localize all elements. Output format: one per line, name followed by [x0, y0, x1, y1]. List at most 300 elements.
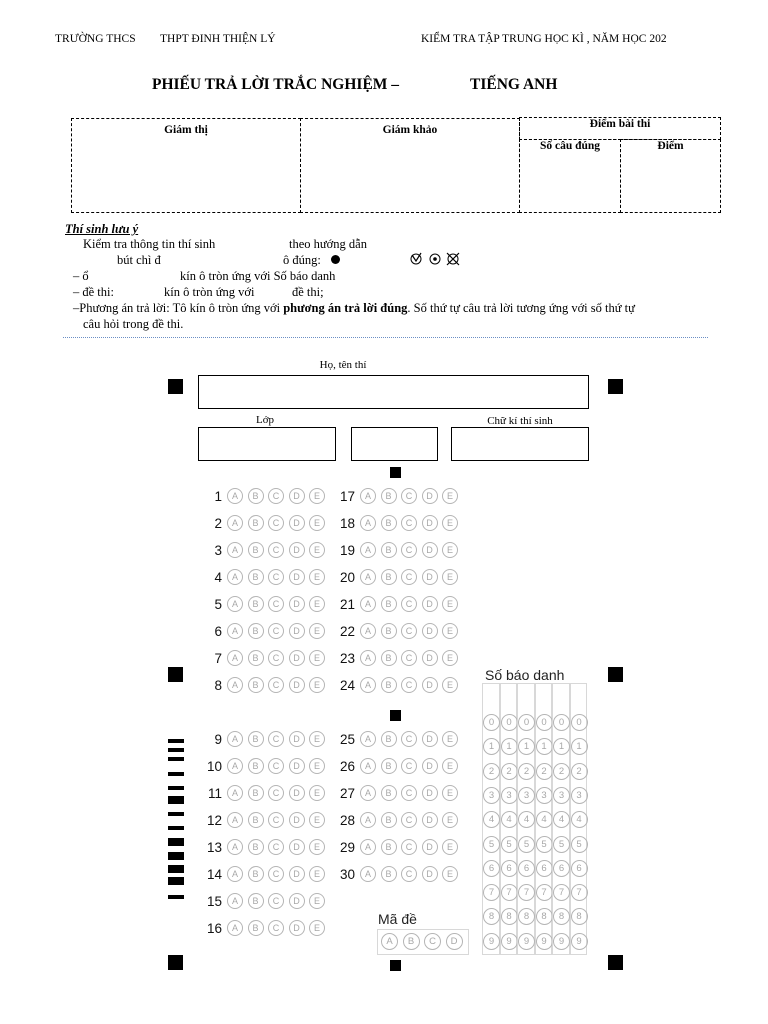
question-number: 5 — [214, 596, 222, 612]
sbd-digit-bubble[interactable]: 1 — [518, 738, 535, 755]
question-number: 8 — [214, 677, 222, 693]
sbd-digit-bubble[interactable]: 5 — [553, 836, 570, 853]
question-number: 15 — [206, 893, 222, 909]
answer-bubble[interactable]: E — [442, 488, 458, 504]
subject-title: TIẾNG ANH — [470, 76, 558, 93]
timing-mark — [168, 865, 184, 873]
question-number: 1 — [214, 488, 222, 504]
sbd-digit-bubble[interactable]: 5 — [483, 836, 500, 853]
answer-bubble[interactable]: D — [289, 731, 305, 747]
timing-mark — [168, 757, 184, 761]
sheet-title: PHIẾU TRẢ LỜI TRẮC NGHIỆM – — [152, 76, 400, 93]
answer-bubble[interactable]: A — [227, 758, 243, 774]
sbd-digit-bubble[interactable]: 9 — [571, 933, 588, 950]
corner-mark-mid-left — [168, 667, 183, 682]
sbd-digit-bubble[interactable]: 9 — [536, 933, 553, 950]
sbd-digit-bubble[interactable]: 6 — [571, 860, 588, 877]
sbd-digit-bubble[interactable]: 8 — [536, 908, 553, 925]
answer-bubble[interactable]: D — [422, 785, 438, 801]
notes-heading: Thí sinh lưu ý — [65, 222, 139, 236]
sbd-digit-bubble[interactable]: 1 — [501, 738, 518, 755]
answer-bubble[interactable]: D — [422, 488, 438, 504]
answer-bubble[interactable]: B — [381, 812, 397, 828]
answer-bubble[interactable]: E — [309, 623, 325, 639]
answer-bubble[interactable]: B — [248, 839, 264, 855]
correct-count-label: Số câu đúng — [539, 140, 601, 152]
answer-bubble[interactable]: C — [401, 839, 417, 855]
sbd-digit-bubble[interactable]: 6 — [518, 860, 535, 877]
answer-bubble[interactable]: A — [227, 623, 243, 639]
answer-bubble[interactable]: B — [381, 515, 397, 531]
name-input[interactable] — [198, 375, 589, 409]
answer-bubble[interactable]: B — [248, 920, 264, 936]
answer-bubble[interactable]: D — [289, 893, 305, 909]
answer-bubble[interactable]: D — [422, 839, 438, 855]
examiner-label: Giám khảo — [382, 124, 438, 136]
sbd-digit-bubble[interactable]: 9 — [483, 933, 500, 950]
answer-bubble[interactable]: A — [227, 866, 243, 882]
answer-bubble[interactable]: A — [360, 677, 376, 693]
sbd-digit-bubble[interactable]: 0 — [501, 714, 518, 731]
answer-bubble[interactable]: E — [309, 866, 325, 882]
question-row — [200, 676, 330, 694]
answer-bubble[interactable]: A — [227, 893, 243, 909]
answer-bubble[interactable]: A — [360, 650, 376, 666]
answer-bubble[interactable]: E — [442, 812, 458, 828]
answer-bubble[interactable]: B — [248, 893, 264, 909]
sbd-digit-bubble[interactable]: 6 — [483, 860, 500, 877]
answer-bubble[interactable]: E — [309, 650, 325, 666]
sbd-digit-bubble[interactable]: 0 — [536, 714, 553, 731]
sbd-digit-bubble[interactable]: 0 — [571, 714, 588, 731]
question-number: 3 — [214, 542, 222, 558]
answer-bubble[interactable]: B — [248, 758, 264, 774]
answer-bubble[interactable]: E — [442, 758, 458, 774]
sbd-digit-bubble[interactable]: 9 — [518, 933, 535, 950]
answer-bubble[interactable]: A — [227, 920, 243, 936]
class-input[interactable] — [198, 427, 336, 461]
sbd-digit-bubble[interactable]: 9 — [501, 933, 518, 950]
ma-de-bubble[interactable]: D — [446, 933, 463, 950]
sbd-digit-bubble[interactable]: 6 — [536, 860, 553, 877]
answer-bubble[interactable]: C — [268, 812, 284, 828]
note-line1b: theo hướng dẫn — [289, 237, 367, 251]
sbd-digit-bubble[interactable]: 2 — [536, 763, 553, 780]
answer-bubble[interactable]: B — [248, 731, 264, 747]
timing-mark — [168, 748, 184, 752]
ma-de-bubble[interactable]: C — [424, 933, 441, 950]
question-number: 11 — [207, 785, 222, 801]
answer-bubble[interactable]: C — [268, 920, 284, 936]
answer-bubble[interactable]: A — [360, 785, 376, 801]
corner-mark-bottom-right — [608, 955, 623, 970]
center-mark-top — [390, 467, 401, 478]
question-row — [200, 487, 330, 505]
answer-bubble[interactable]: D — [289, 596, 305, 612]
answer-bubble[interactable]: D — [289, 569, 305, 585]
answer-bubble[interactable]: D — [289, 785, 305, 801]
ma-de-bubble[interactable]: B — [403, 933, 420, 950]
answer-bubble[interactable]: E — [309, 893, 325, 909]
question-row — [333, 568, 463, 586]
answer-bubble[interactable]: D — [289, 866, 305, 882]
question-number: 29 — [339, 839, 355, 855]
answer-bubble[interactable]: E — [309, 569, 325, 585]
note-line5-bold: phương án trả lời đúng — [283, 301, 408, 315]
answer-bubble[interactable]: B — [381, 785, 397, 801]
question-number: 19 — [339, 542, 355, 558]
answer-bubble[interactable]: C — [268, 488, 284, 504]
answer-bubble[interactable]: C — [268, 515, 284, 531]
answer-bubble[interactable]: B — [248, 569, 264, 585]
answer-bubble[interactable]: E — [442, 731, 458, 747]
answer-bubble[interactable]: A — [227, 515, 243, 531]
question-row — [333, 649, 463, 667]
timing-mark — [168, 895, 184, 899]
answer-bubble[interactable]: A — [360, 839, 376, 855]
answer-bubble[interactable]: D — [289, 677, 305, 693]
answer-bubble[interactable]: A — [227, 785, 243, 801]
sbd-digit-bubble[interactable]: 0 — [553, 714, 570, 731]
answer-bubble[interactable]: B — [248, 542, 264, 558]
note-line6: câu hỏi trong đề thi. — [83, 317, 184, 331]
corner-mark-mid-right — [608, 667, 623, 682]
answer-bubble[interactable]: B — [381, 677, 397, 693]
answer-bubble[interactable]: A — [360, 515, 376, 531]
question-row — [333, 757, 463, 775]
extra-input[interactable] — [351, 427, 438, 461]
question-number: 23 — [339, 650, 355, 666]
answer-bubble[interactable]: D — [289, 488, 305, 504]
answer-bubble[interactable]: E — [442, 623, 458, 639]
answer-bubble[interactable]: D — [289, 920, 305, 936]
sbd-digit-bubble[interactable]: 4 — [518, 811, 535, 828]
answer-bubble[interactable]: A — [360, 488, 376, 504]
answer-bubble[interactable]: D — [289, 812, 305, 828]
sbd-digit-bubble[interactable]: 4 — [571, 811, 588, 828]
sbd-label: Số báo danh — [485, 667, 565, 683]
answer-bubble[interactable]: E — [442, 677, 458, 693]
answer-bubble[interactable]: C — [268, 758, 284, 774]
sbd-digit-bubble[interactable]: 7 — [553, 884, 570, 901]
answer-bubble[interactable]: A — [227, 542, 243, 558]
answer-bubble[interactable]: E — [442, 839, 458, 855]
answer-bubble[interactable]: C — [401, 650, 417, 666]
sbd-digit-bubble[interactable]: 8 — [553, 908, 570, 925]
question-number: 13 — [206, 839, 222, 855]
answer-bubble[interactable]: E — [309, 515, 325, 531]
note-line5-suffix: . Số thứ tự câu trả lời tương ứng với số thứ tự — [407, 301, 635, 315]
question-row — [333, 784, 463, 802]
answer-bubble[interactable]: B — [248, 866, 264, 882]
question-number: 12 — [206, 812, 222, 828]
answer-bubble[interactable]: D — [422, 677, 438, 693]
question-row — [200, 811, 330, 829]
answer-bubble[interactable]: B — [248, 488, 264, 504]
answer-bubble[interactable]: B — [248, 515, 264, 531]
answer-bubble[interactable]: D — [422, 758, 438, 774]
answer-bubble[interactable]: C — [268, 785, 284, 801]
timing-mark — [168, 852, 184, 860]
sbd-digit-bubble[interactable]: 2 — [571, 763, 588, 780]
sbd-digit-bubble[interactable]: 3 — [483, 787, 500, 804]
answer-bubble[interactable]: B — [248, 812, 264, 828]
answer-bubble[interactable]: B — [248, 785, 264, 801]
sbd-digit-bubble[interactable]: 0 — [483, 714, 500, 731]
answer-bubble[interactable]: E — [309, 920, 325, 936]
answer-bubble[interactable]: D — [289, 758, 305, 774]
sbd-digit-bubble[interactable]: 8 — [501, 908, 518, 925]
wrong-marks-icon — [410, 252, 462, 266]
question-number: 6 — [214, 623, 222, 639]
answer-bubble[interactable]: C — [401, 677, 417, 693]
sbd-digit-bubble[interactable]: 1 — [553, 738, 570, 755]
answer-bubble[interactable]: C — [401, 623, 417, 639]
timing-mark — [168, 796, 184, 804]
answer-bubble[interactable]: A — [360, 623, 376, 639]
question-number: 7 — [214, 650, 222, 666]
answer-bubble[interactable]: A — [227, 596, 243, 612]
answer-bubble[interactable]: D — [422, 731, 438, 747]
answer-bubble[interactable]: B — [381, 488, 397, 504]
answer-bubble[interactable]: E — [309, 677, 325, 693]
note-line3a: – ổ — [73, 269, 89, 283]
center-mark-bottom — [390, 960, 401, 971]
answer-bubble[interactable]: C — [401, 812, 417, 828]
sbd-digit-bubble[interactable]: 9 — [553, 933, 570, 950]
answer-bubble[interactable]: A — [227, 488, 243, 504]
sbd-digit-bubble[interactable]: 4 — [483, 811, 500, 828]
answer-bubble[interactable]: C — [401, 866, 417, 882]
answer-bubble[interactable]: E — [309, 812, 325, 828]
note-line4b: kín ô tròn ứng với — [164, 285, 255, 299]
question-row — [333, 811, 463, 829]
sbd-digit-bubble[interactable]: 3 — [553, 787, 570, 804]
answer-bubble[interactable]: A — [227, 839, 243, 855]
answer-bubble[interactable]: C — [401, 542, 417, 558]
answer-bubble[interactable]: C — [401, 731, 417, 747]
timing-mark — [168, 772, 184, 776]
question-row — [200, 865, 330, 883]
answer-bubble[interactable]: A — [227, 812, 243, 828]
answer-bubble[interactable]: E — [309, 596, 325, 612]
answer-bubble[interactable]: C — [401, 488, 417, 504]
answer-bubble[interactable]: B — [381, 866, 397, 882]
proctor-label: Giám thị — [164, 124, 208, 136]
question-row — [200, 622, 330, 640]
question-row — [333, 595, 463, 613]
sbd-digit-bubble[interactable]: 4 — [501, 811, 518, 828]
sbd-digit-bubble[interactable]: 5 — [536, 836, 553, 853]
sbd-digit-bubble[interactable]: 8 — [483, 908, 500, 925]
sbd-digit-bubble[interactable]: 3 — [536, 787, 553, 804]
question-number: 25 — [339, 731, 355, 747]
answer-bubble[interactable]: A — [360, 758, 376, 774]
center-mark-mid — [390, 710, 401, 721]
answer-bubble[interactable]: E — [309, 488, 325, 504]
answer-bubble[interactable]: C — [268, 866, 284, 882]
answer-bubble[interactable]: E — [442, 596, 458, 612]
note-line2b: ô đúng: — [283, 253, 321, 267]
note-line1a: Kiểm tra thông tin thí sinh — [83, 237, 216, 251]
answer-bubble[interactable]: E — [442, 650, 458, 666]
answer-bubble[interactable]: C — [268, 569, 284, 585]
sbd-digit-bubble[interactable]: 5 — [518, 836, 535, 853]
timing-mark — [168, 786, 184, 790]
school-name: THPT ĐINH THIỆN LÝ — [160, 33, 276, 45]
question-number: 30 — [339, 866, 355, 882]
sbd-digit-bubble[interactable]: 2 — [553, 763, 570, 780]
answer-bubble[interactable]: E — [442, 515, 458, 531]
answer-bubble[interactable]: B — [248, 650, 264, 666]
answer-bubble[interactable]: E — [442, 785, 458, 801]
answer-bubble[interactable]: E — [309, 731, 325, 747]
answer-bubble[interactable]: B — [381, 542, 397, 558]
answer-bubble[interactable]: C — [401, 758, 417, 774]
answer-bubble[interactable]: C — [268, 677, 284, 693]
answer-bubble[interactable]: E — [442, 569, 458, 585]
answer-bubble[interactable]: B — [381, 839, 397, 855]
question-number: 20 — [339, 569, 355, 585]
timing-mark — [168, 877, 184, 885]
answer-bubble[interactable]: A — [360, 542, 376, 558]
sbd-digit-bubble[interactable]: 2 — [518, 763, 535, 780]
sbd-digit-bubble[interactable]: 0 — [518, 714, 535, 731]
answer-bubble[interactable]: A — [360, 731, 376, 747]
question-row — [333, 622, 463, 640]
answer-bubble[interactable]: C — [268, 893, 284, 909]
sbd-digit-bubble[interactable]: 6 — [501, 860, 518, 877]
question-number: 18 — [339, 515, 355, 531]
sbd-digit-bubble[interactable]: 4 — [553, 811, 570, 828]
question-number: 2 — [214, 515, 222, 531]
note-line4a: – đề thi: — [73, 285, 114, 299]
sbd-digit-bubble[interactable]: 5 — [501, 836, 518, 853]
timing-mark — [168, 812, 184, 816]
sbd-digit-bubble[interactable]: 5 — [571, 836, 588, 853]
answer-bubble[interactable]: B — [248, 623, 264, 639]
ma-de-bubble[interactable]: A — [381, 933, 398, 950]
answer-bubble[interactable]: C — [401, 515, 417, 531]
answer-bubble[interactable]: D — [422, 650, 438, 666]
sbd-digit-bubble[interactable]: 3 — [571, 787, 588, 804]
answer-bubble[interactable]: D — [289, 515, 305, 531]
exam-title: KIỂM TRA TẬP TRUNG HỌC KÌ , NĂM HỌC 202 — [421, 33, 667, 45]
answer-bubble[interactable]: D — [289, 839, 305, 855]
answer-bubble[interactable]: A — [227, 731, 243, 747]
answer-bubble[interactable]: C — [268, 650, 284, 666]
question-row — [333, 838, 463, 856]
answer-bubble[interactable]: B — [248, 596, 264, 612]
sbd-digit-bubble[interactable]: 7 — [483, 884, 500, 901]
answer-bubble[interactable]: B — [381, 731, 397, 747]
question-row — [200, 595, 330, 613]
sbd-digit-bubble[interactable]: 3 — [518, 787, 535, 804]
note-line4c: đề thi; — [292, 285, 324, 299]
signature-input[interactable] — [451, 427, 589, 461]
answer-bubble[interactable]: E — [309, 542, 325, 558]
divider — [63, 337, 708, 338]
answer-bubble[interactable]: B — [381, 596, 397, 612]
answer-bubble[interactable]: C — [268, 596, 284, 612]
answer-bubble[interactable]: D — [422, 515, 438, 531]
answer-bubble[interactable]: A — [360, 596, 376, 612]
sbd-digit-bubble[interactable]: 1 — [536, 738, 553, 755]
timing-mark — [168, 826, 184, 830]
answer-bubble[interactable]: E — [442, 866, 458, 882]
answer-bubble[interactable]: E — [442, 542, 458, 558]
answer-bubble[interactable]: D — [422, 569, 438, 585]
answer-bubble[interactable]: A — [227, 569, 243, 585]
answer-bubble[interactable]: B — [381, 569, 397, 585]
sbd-digit-bubble[interactable]: 4 — [536, 811, 553, 828]
answer-bubble[interactable]: D — [289, 542, 305, 558]
sbd-digit-bubble[interactable]: 8 — [571, 908, 588, 925]
answer-bubble[interactable]: C — [268, 623, 284, 639]
answer-bubble[interactable]: C — [268, 542, 284, 558]
question-number: 9 — [214, 731, 222, 747]
answer-bubble[interactable]: D — [422, 812, 438, 828]
question-row — [200, 757, 330, 775]
question-row — [200, 919, 330, 937]
question-number: 26 — [339, 758, 355, 774]
sbd-digit-bubble[interactable]: 8 — [518, 908, 535, 925]
answer-bubble[interactable]: C — [401, 785, 417, 801]
answer-bubble[interactable]: A — [360, 812, 376, 828]
answer-bubble[interactable]: B — [381, 758, 397, 774]
sbd-digit-bubble[interactable]: 7 — [518, 884, 535, 901]
sbd-digit-bubble[interactable]: 6 — [553, 860, 570, 877]
sbd-digit-bubble[interactable]: 7 — [571, 884, 588, 901]
sbd-digit-bubble[interactable]: 2 — [483, 763, 500, 780]
answer-bubble[interactable]: C — [268, 839, 284, 855]
sbd-digit-bubble[interactable]: 1 — [483, 738, 500, 755]
answer-bubble[interactable]: B — [381, 623, 397, 639]
question-row — [200, 784, 330, 802]
answer-bubble[interactable]: D — [422, 542, 438, 558]
answer-bubble[interactable]: E — [309, 785, 325, 801]
name-label: Họ, tên thí — [319, 359, 367, 371]
answer-bubble[interactable]: D — [289, 623, 305, 639]
answer-bubble[interactable]: C — [268, 731, 284, 747]
answer-bubble[interactable]: A — [360, 569, 376, 585]
answer-bubble[interactable]: C — [401, 569, 417, 585]
answer-bubble[interactable]: A — [360, 866, 376, 882]
answer-bubble[interactable]: B — [381, 650, 397, 666]
answer-bubble[interactable]: D — [422, 596, 438, 612]
answer-bubble[interactable]: C — [401, 596, 417, 612]
answer-bubble[interactable]: D — [289, 650, 305, 666]
question-number: 21 — [339, 596, 355, 612]
sbd-digit-bubble[interactable]: 7 — [536, 884, 553, 901]
sbd-digit-bubble[interactable]: 1 — [571, 738, 588, 755]
answer-bubble[interactable]: A — [227, 650, 243, 666]
answer-bubble[interactable]: D — [422, 623, 438, 639]
note-line5-prefix: –Phương án trả lời: Tô kín ô tròn ứng với — [73, 301, 284, 315]
answer-bubble[interactable]: A — [227, 677, 243, 693]
note-line5 — [73, 300, 635, 316]
answer-bubble[interactable]: B — [248, 677, 264, 693]
question-number: 22 — [339, 623, 355, 639]
sbd-digit-bubble[interactable]: 7 — [501, 884, 518, 901]
sbd-digit-bubble[interactable]: 2 — [501, 763, 518, 780]
answer-bubble[interactable]: E — [309, 758, 325, 774]
answer-bubble[interactable]: D — [422, 866, 438, 882]
answer-bubble[interactable]: E — [309, 839, 325, 855]
sbd-digit-bubble[interactable]: 3 — [501, 787, 518, 804]
corner-mark-bottom-left — [168, 955, 183, 970]
question-number: 24 — [339, 677, 355, 693]
